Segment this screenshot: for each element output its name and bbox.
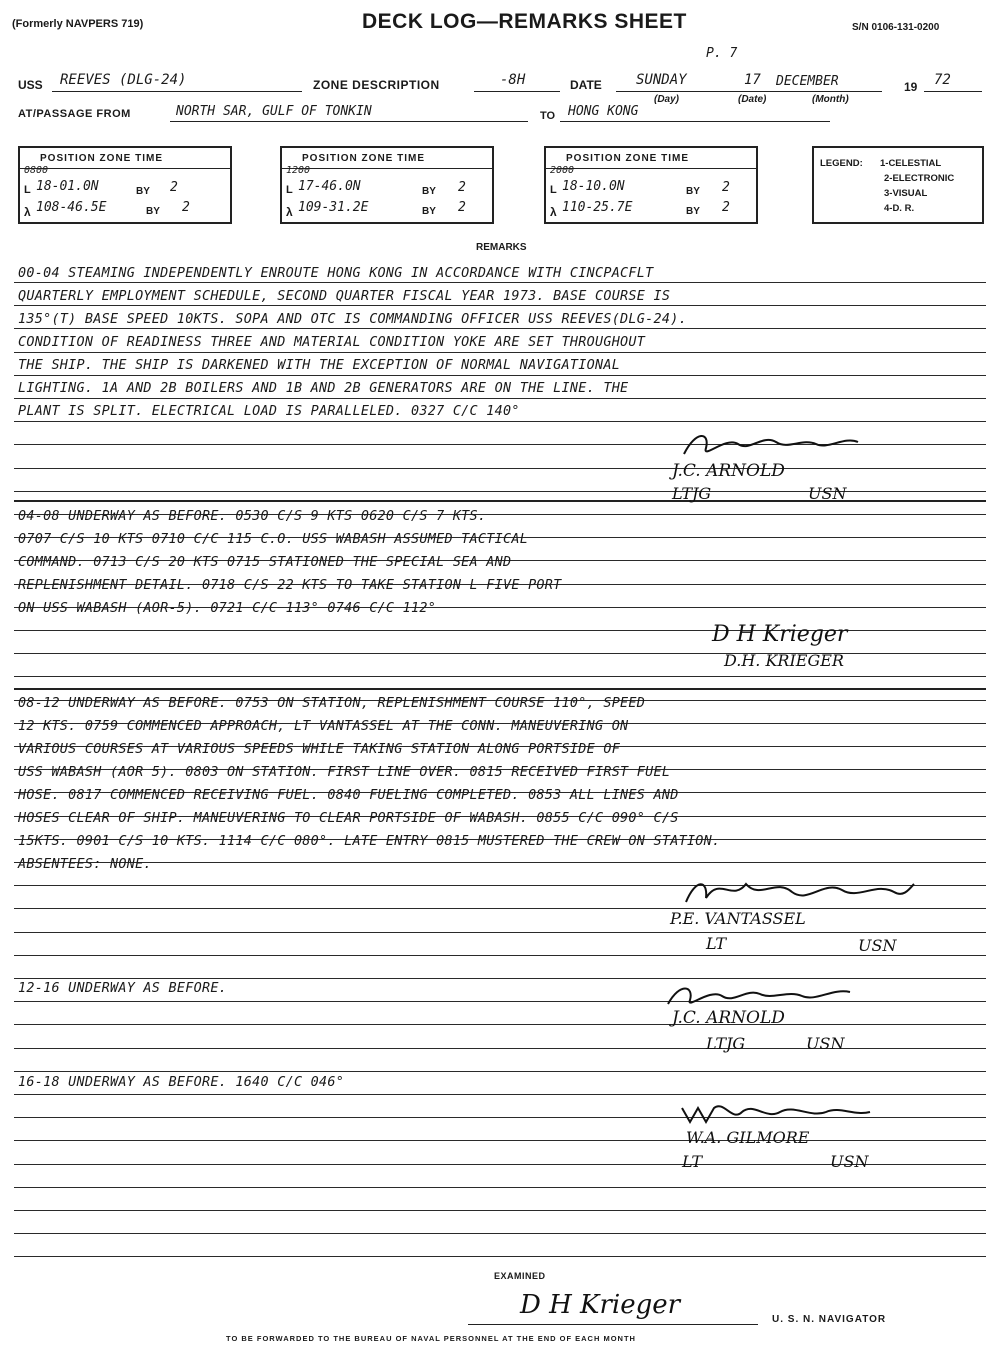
position-latitude: 18-10.0N [562,179,625,194]
page-mark: P. 7 [706,46,738,61]
signature-scrawl [676,1098,876,1128]
passage-from: NORTH SAR, GULF OF TONKIN [176,104,372,119]
signature-scrawl [660,980,860,1010]
date-underline [616,91,882,92]
legend-box [812,146,984,224]
signature-rank: LT [682,1152,702,1171]
date-date: 17 [744,72,761,88]
day-caption: (Day) [654,94,680,105]
year-underline [924,91,982,92]
position-longitude-fix: 2 [722,200,730,215]
position-longitude: 108-46.5E [36,200,107,215]
date-label: DATE [570,78,602,92]
to-label: TO [540,110,556,122]
uss-label: USS [18,78,43,92]
remark-line: QUARTERLY EMPLOYMENT SCHEDULE, SECOND QUARTER FISCAL YEAR 1973. BASE COURSE IS [18,289,671,304]
remark-line: HOSES CLEAR OF SHIP. MANEUVERING TO CLEAR PORTSIDE OF WABASH. 0855 C/C 090° C/S [18,811,679,826]
position-longitude: 110-25.7E [562,200,633,215]
ruled-line [14,1256,986,1257]
remark-line: 12-16 UNDERWAY AS BEFORE. [18,981,228,996]
ruled-line [14,352,986,353]
remark-line: CONDITION OF READINESS THREE AND MATERIAL CONDITION YOKE ARE SET THROUGHOUT [18,335,646,350]
serial-number: S/N 0106-131-0200 [852,22,940,33]
remark-line: COMMAND. 0713 C/S 20 KTS 0715 STATIONED THE SPECIAL SEA AND [18,555,512,570]
by-label: BY [136,186,150,197]
position-box-header: POSITION ZONE TIME [40,153,164,164]
position-longitude-fix: 2 [458,200,466,215]
ruled-line [14,421,986,422]
position-box-2000: POSITION ZONE TIME 2000 L 18-10.0N BY 2 λ 110-25.7E BY 2 [544,146,758,224]
signature-scrawl [680,872,920,912]
ruled-line [14,375,986,376]
ruled-line [14,1210,986,1211]
passage-from-underline [170,121,528,122]
formerly-note: (Formerly NAVPERS 719) [12,18,144,30]
by-label: BY [686,186,700,197]
examiner-underline [468,1324,758,1325]
remarks-label: REMARKS [476,242,527,253]
footer-note: TO BE FORWARDED TO THE BUREAU OF NAVAL PERSONNEL AT THE END OF EACH MONTH [226,1334,636,1343]
remark-line: 135°(T) BASE SPEED 10KTS. SOPA AND OTC IS COMMANDING OFFICER USS REEVES(DLG-24). [18,312,687,327]
position-box-0800: POSITION ZONE TIME 0800 L 18-01.0N BY 2 λ 108-46.5E BY 2 [18,146,232,224]
position-time: 0800 [24,165,49,176]
legend-item: 2-ELECTRONIC [884,173,955,184]
ruled-line [14,862,986,863]
legend-item: 3-VISUAL [884,188,928,199]
position-box-header: POSITION ZONE TIME [566,153,690,164]
position-latitude-fix: 2 [458,180,466,195]
signature-name: J.C. ARNOLD [672,461,785,481]
position-box-1200: POSITION ZONE TIME 1200 L 17-46.0N BY 2 λ 109-31.2E BY 2 [280,146,494,224]
examined-label: EXAMINED [494,1271,546,1281]
ruled-line [14,1187,986,1188]
position-time: 2000 [550,165,575,176]
remark-line: 12 KTS. 0759 COMMENCED APPROACH, LT VANTASSEL AT THE CONN. MANEUVERING ON [18,719,629,734]
signature-rank: LT [706,934,726,953]
form-title: DECK LOG—REMARKS SHEET [362,10,687,33]
signature-rank: LTJG [706,1034,746,1053]
remark-line: 08-12 UNDERWAY AS BEFORE. 0753 ON STATION, REPLENISHMENT COURSE 110°, SPEED [18,696,646,711]
signature-service: USN [808,484,847,503]
legend-label: LEGEND: [820,158,863,169]
signature-mark: D H Krieger [712,622,848,647]
legend-item: 1-CELESTIAL [880,158,942,169]
zone-underline [474,91,560,92]
by-label: BY [686,206,700,217]
remark-line: 00-04 STEAMING INDEPENDENTLY ENROUTE HONG KONG IN ACCORDANCE WITH CINCPACFLT [18,266,654,281]
remark-line: REPLENISHMENT DETAIL. 0718 C/S 22 KTS TO TAKE STATION L FIVE PORT [18,578,562,593]
by-label: BY [146,206,160,217]
ruled-line [14,468,986,469]
signature-rank: LTJG [672,484,712,503]
position-longitude-fix: 2 [182,200,190,215]
ruled-line [14,305,986,306]
signature-service: USN [858,936,897,955]
position-latitude: 18-01.0N [36,179,99,194]
remark-line: 04-08 UNDERWAY AS BEFORE. 0530 C/S 9 KTS 0620 C/S 7 KTS. [18,509,487,524]
ruled-line [14,398,986,399]
month-caption: (Month) [812,94,849,105]
uss-underline [52,91,302,92]
position-latitude-fix: 2 [722,180,730,195]
remark-line: USS WABASH (AOR 5). 0803 ON STATION. FIRST LINE OVER. 0815 RECEIVED FIRST FUEL [18,765,671,780]
signature-name: J.C. ARNOLD [672,1008,785,1028]
ruled-line [14,1024,986,1025]
ruled-line [14,676,986,677]
ruled-line [14,1071,986,1072]
uss-value: REEVES (DLG-24) [60,72,187,88]
position-time: 1200 [286,165,311,176]
by-label: BY [422,186,436,197]
date-caption: (Date) [738,94,767,105]
remark-line: THE SHIP. THE SHIP IS DARKENED WITH THE EXCEPTION OF NORMAL NAVIGATIONAL [18,358,621,373]
navigator-label: U. S. N. NAVIGATOR [772,1314,887,1325]
ruled-line [14,1233,986,1234]
remark-line: LIGHTING. 1A AND 2B BOILERS AND 1B AND 2B GENERATORS ARE ON THE LINE. THE [18,381,629,396]
zone-label: ZONE DESCRIPTION [313,78,440,92]
ruled-line [14,1094,986,1095]
signature-service: USN [830,1152,869,1171]
watch-divider [14,688,986,690]
date-year: 72 [934,72,951,88]
date-month: DECEMBER [776,74,839,89]
passage-label: AT/PASSAGE FROM [18,108,131,120]
examiner-signature: D H Krieger [520,1290,681,1320]
remark-line: 15KTS. 0901 C/S 10 KTS. 1114 C/C 080°. LATE ENTRY 0815 MUSTERED THE CREW ON STATION. [18,834,721,849]
signature-name: P.E. VANTASSEL [670,909,806,928]
remark-line: 0707 C/S 10 KTS 0710 C/C 115 C.O. USS WABASH ASSUMED TACTICAL [18,532,529,547]
ruled-line [14,932,986,933]
position-latitude: 17-46.0N [298,179,361,194]
ruled-line [14,328,986,329]
signature-scrawl [676,426,866,462]
zone-value: -8H [500,72,526,88]
legend-item: 4-D. R. [884,203,915,214]
remark-line: 16-18 UNDERWAY AS BEFORE. 1640 C/C 046° [18,1075,345,1090]
remark-line: ABSENTEES: NONE. [18,857,152,872]
year-prefix: 19 [904,80,918,94]
ruled-line [14,282,986,283]
position-longitude: 109-31.2E [298,200,369,215]
ruled-line [14,955,986,956]
ruled-line [14,978,986,979]
passage-to-underline [560,121,830,122]
signature-name: W.A. GILMORE [686,1128,810,1147]
by-label: BY [422,206,436,217]
date-day: SUNDAY [636,72,687,88]
ruled-line [14,1140,986,1141]
remark-line: VARIOUS COURSES AT VARIOUS SPEEDS WHILE TAKING STATION ALONG PORTSIDE OF [18,742,621,757]
remark-line: PLANT IS SPLIT. ELECTRICAL LOAD IS PARALLELED. 0327 C/C 140° [18,404,520,419]
signature-name: D.H. KRIEGER [724,651,844,670]
remark-line: ON USS WABASH (AOR-5). 0721 C/C 113° 0746 C/C 112° [18,601,437,616]
signature-service: USN [806,1034,845,1053]
passage-to: HONG KONG [568,104,639,119]
position-box-header: POSITION ZONE TIME [302,153,426,164]
position-latitude-fix: 2 [170,180,178,195]
remark-line: HOSE. 0817 COMMENCED RECEIVING FUEL. 0840 FUELING COMPLETED. 0853 ALL LINES AND [18,788,679,803]
